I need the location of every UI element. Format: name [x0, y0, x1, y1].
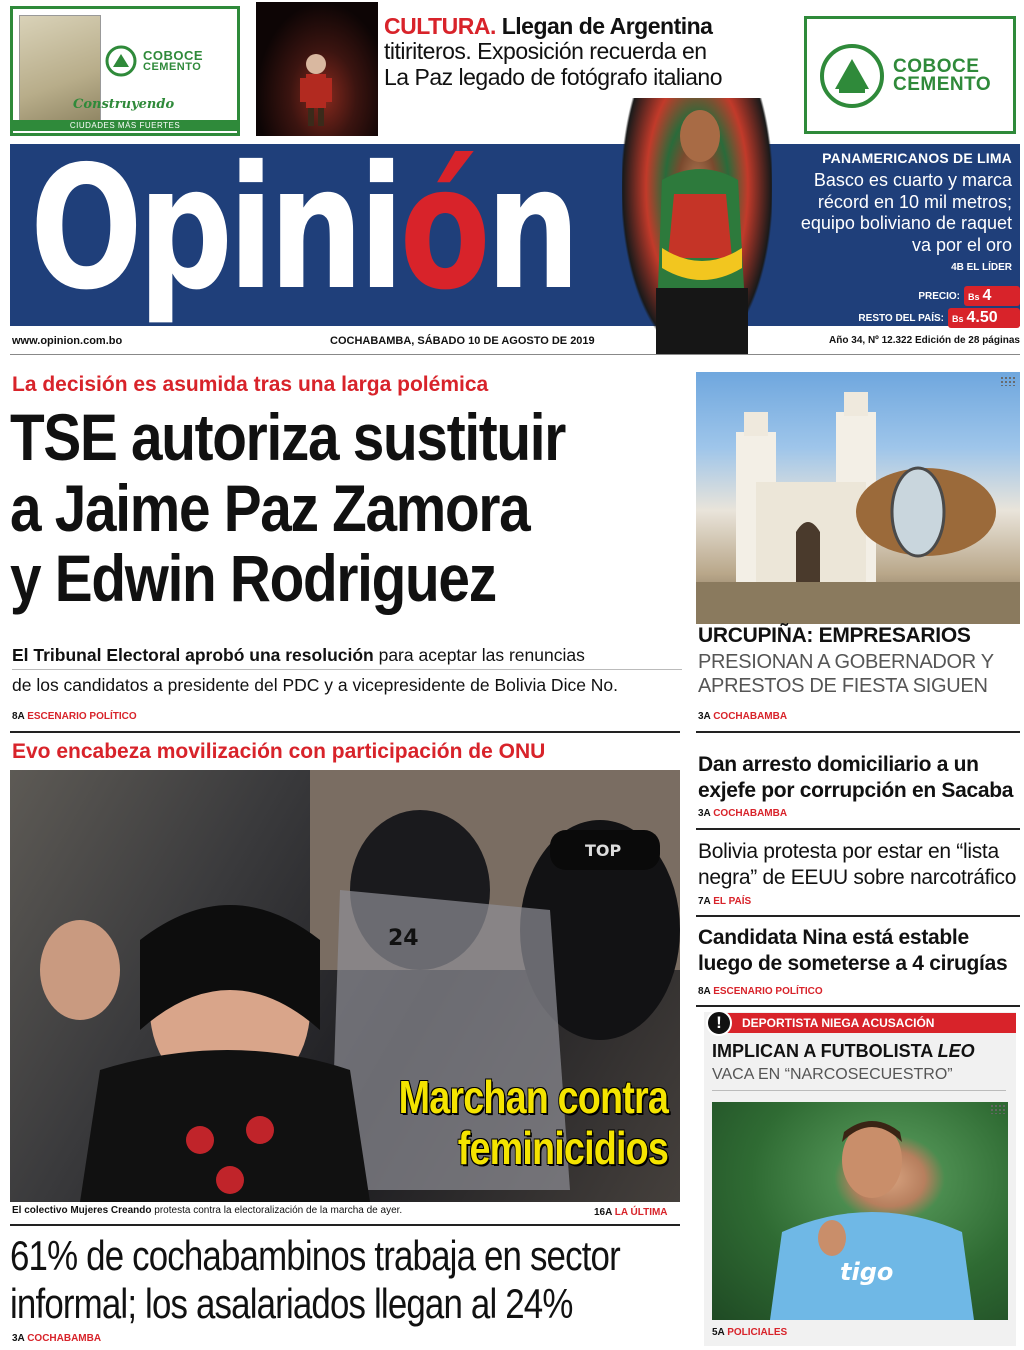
protest-ref-page: 16A: [594, 1207, 612, 1218]
coboce-ad-right[interactable]: [804, 16, 1016, 134]
jersey-text: tigo: [840, 1258, 894, 1286]
side-item-2-l2: negra” de EEUU sobre narcotráfico: [698, 865, 1017, 889]
alert-icon: [706, 1010, 732, 1036]
runner-photo[interactable]: [622, 98, 772, 354]
sport-headline: [712, 1041, 975, 1062]
coboce-emblem-icon: [105, 45, 137, 77]
coboce-brand-text2: CEMENTO: [143, 60, 202, 73]
urcupina-sub: [698, 650, 1022, 698]
lead-headline[interactable]: [10, 402, 681, 614]
side-item-2-l1: Bolivia protesta por estar en “lista: [698, 840, 999, 863]
website-link[interactable]: www.opinion.com.bo: [12, 335, 123, 347]
ad-slogan: Construyendo: [73, 97, 175, 112]
price-currency: Bs: [968, 292, 980, 302]
side-item-2-page: 7A: [698, 896, 711, 907]
cap-text: TOP: [585, 841, 622, 860]
urcupina-headline[interactable]: URCUPIÑA: EMPRESARIOS: [698, 624, 971, 647]
price-tag: [964, 286, 1020, 306]
protest-kicker: Evo encabeza movilización con participación de ONU: [12, 740, 546, 763]
coboce-emblem-icon: [817, 41, 887, 111]
side-item-3-page: 8A: [698, 986, 711, 997]
sport-sub-rule: [712, 1090, 1006, 1091]
cultura-teaser-line1: [384, 14, 794, 39]
urcupina-ref-section: COCHABAMBA: [713, 711, 788, 722]
puppet-figure-icon: [276, 32, 356, 132]
side-item-1-section: COCHABAMBA: [713, 808, 788, 819]
cultura-text-2: titiriteros. Exposición recuerda en: [384, 38, 707, 65]
side-item-1-page: 3A: [698, 808, 711, 819]
side-item-3-l2: luego de someterse a 4 cirugías: [698, 951, 1008, 975]
side-rule-1: [696, 828, 1020, 830]
lead-deck-line2: de los candidatos a presidente del PDC y a vicepresidente de Bolivia Dice No.: [12, 675, 619, 696]
teaser-line3: equipo boliviano de raquet: [800, 213, 1012, 234]
shield-number: 24: [388, 926, 419, 951]
photo-credit-dots: [990, 1104, 1006, 1114]
protest-bottom-rule: [10, 1224, 680, 1226]
sport-headline-pre: IMPLICAN A FUTBOLISTA: [712, 1041, 938, 1061]
sport-headline-name: LEO: [937, 1041, 975, 1061]
side-item-2-section: EL PAÍS: [713, 896, 752, 907]
teaser-line4: va por el oro: [911, 234, 1012, 255]
sport-banner-text: DEPORTISTA NIEGA ACUSACIÓN: [742, 1016, 935, 1030]
coboce-logo-right: [817, 41, 991, 111]
alert-icon-glyph: !: [716, 1013, 722, 1032]
overlay-line2: feminicidios: [457, 1121, 668, 1174]
protest-ref[interactable]: [594, 1207, 668, 1218]
sport-ref[interactable]: [712, 1327, 787, 1338]
cultura-text-3: La Paz legado de fotógrafo italiano: [384, 63, 722, 90]
rest-label: RESTO DEL PAÍS:: [858, 312, 944, 324]
price-value: 4: [982, 287, 992, 304]
lead-headline-l3: y Edwin Rodriguez: [10, 541, 496, 616]
lead-headline-l2: a Jaime Paz Zamora: [10, 470, 530, 545]
lead-deck-bold: El Tribunal Electoral aprobó una resolución: [12, 645, 374, 665]
informal-ref-page: 3A: [12, 1333, 25, 1344]
lead-deck-rule: [12, 669, 682, 670]
urcupina-bottom-rule: [696, 731, 1020, 733]
protest-overlay-headline: [324, 1072, 668, 1173]
protest-caption: [12, 1205, 402, 1216]
informal-l2: informal; los asalariados llegan al 24%: [10, 1280, 573, 1328]
side-item-1-l1: Dan arresto domiciliario a un: [698, 753, 979, 776]
ad-tagline: CIUDADES MÁS FUERTES: [13, 120, 237, 131]
side-item-3-ref[interactable]: [698, 986, 823, 997]
side-rule-2: [696, 915, 1020, 917]
sport-banner: [716, 1013, 1016, 1033]
protest-photo[interactable]: [10, 770, 680, 1202]
lead-deck-rest: para aceptar las renuncias: [373, 645, 585, 665]
price-label: PRECIO:: [918, 290, 960, 302]
coboce-brand-text: COBOCE: [893, 55, 980, 77]
sport-sub: VACA EN “NARCOSECUESTRO”: [712, 1066, 953, 1083]
logo-text-part1: Opini: [30, 144, 400, 326]
teaser-line1: Basco es cuarto y marca: [813, 170, 1012, 190]
cultura-text-1: Llegan de Argentina: [501, 13, 713, 39]
logo-text-accent: ó: [399, 144, 486, 326]
side-item-1-l2: exjefe por corrupción en Sacaba: [698, 778, 1014, 802]
opinion-logo[interactable]: [30, 144, 576, 326]
side-item-1[interactable]: [698, 752, 1024, 803]
rest-tag: [948, 308, 1020, 328]
church-photo[interactable]: [696, 372, 1020, 624]
side-item-3-l1: Candidata Nina está estable: [698, 926, 969, 949]
lead-kicker: La decisión es asumida tras una larga polémica: [12, 373, 489, 396]
coboce-logo-left: [105, 45, 203, 77]
coboce-brand-text2: CEMENTO: [893, 74, 992, 95]
coboce-brand-text: COBOCE: [143, 47, 204, 63]
side-item-3-section: ESCENARIO POLÍTICO: [713, 986, 823, 997]
caption-bold: El colectivo Mujeres Creando: [12, 1205, 152, 1216]
informal-headline[interactable]: [10, 1232, 657, 1329]
side-rule-3: [696, 1005, 1020, 1007]
side-item-2-ref[interactable]: [698, 896, 751, 907]
urcupina-sub1: PRESIONAN A GOBERNADOR Y: [698, 651, 994, 673]
cultura-kicker: CULTURA.: [384, 13, 496, 39]
panamericanos-teaser[interactable]: [760, 150, 1012, 273]
side-item-3[interactable]: [698, 925, 1024, 976]
protest-ref-section: LA ÚLTIMA: [614, 1207, 668, 1218]
side-item-2[interactable]: [698, 839, 1024, 890]
side-item-1-ref[interactable]: [698, 808, 787, 819]
lead-ref-section: ESCENARIO POLÍTICO: [27, 711, 137, 722]
informal-ref[interactable]: [12, 1333, 101, 1344]
rest-value: 4.50: [966, 309, 998, 326]
coboce-ad-left[interactable]: [10, 6, 240, 136]
urcupina-sub2: APRESTOS DE FIESTA SIGUEN: [698, 675, 988, 697]
price-block: [840, 286, 1020, 328]
photo-credit-dots: [1000, 376, 1016, 386]
informal-l1: 61% de cochabambinos trabaja en sector: [10, 1232, 620, 1279]
teaser-line2: récord en 10 mil metros;: [817, 191, 1012, 212]
issue-info: Año 34, Nº 12.322 Edición de 28 páginas: [829, 335, 1020, 346]
dateline-rule: [10, 354, 1020, 355]
cultura-teaser[interactable]: [384, 14, 794, 90]
rest-currency: Bs: [952, 314, 964, 324]
footballer-figure-icon: [712, 1102, 1008, 1320]
urcupina-ref-page: 3A: [698, 711, 711, 722]
overlay-line1: Marchan contra: [398, 1071, 668, 1123]
informal-ref-section: COCHABAMBA: [27, 1333, 102, 1344]
church-scene-icon: [696, 372, 1020, 624]
lead-bottom-rule: [10, 731, 680, 733]
caption-rest: protesta contra la electoralización de la marcha de ayer.: [151, 1205, 403, 1216]
lead-headline-l1: TSE autoriza sustituir: [10, 400, 566, 474]
urcupina-ref[interactable]: [698, 711, 787, 722]
teaser-ref: 4B EL LÍDER: [951, 262, 1012, 274]
lead-ref[interactable]: [12, 711, 137, 722]
lead-ref-page: 8A: [12, 711, 25, 722]
puppet-photo[interactable]: [256, 2, 378, 136]
sport-ref-page: 5A: [712, 1327, 725, 1338]
lead-deck: [12, 642, 682, 699]
dateline-date: COCHABAMBA, SÁBADO 10 DE AGOSTO DE 2019: [330, 335, 595, 347]
footballer-photo[interactable]: [712, 1102, 1008, 1320]
runner-figure-icon: [622, 98, 772, 354]
teaser-kicker: PANAMERICANOS DE LIMA: [822, 150, 1012, 166]
logo-text-part2: n: [485, 144, 576, 326]
sport-ref-section: POLICIALES: [727, 1327, 788, 1338]
